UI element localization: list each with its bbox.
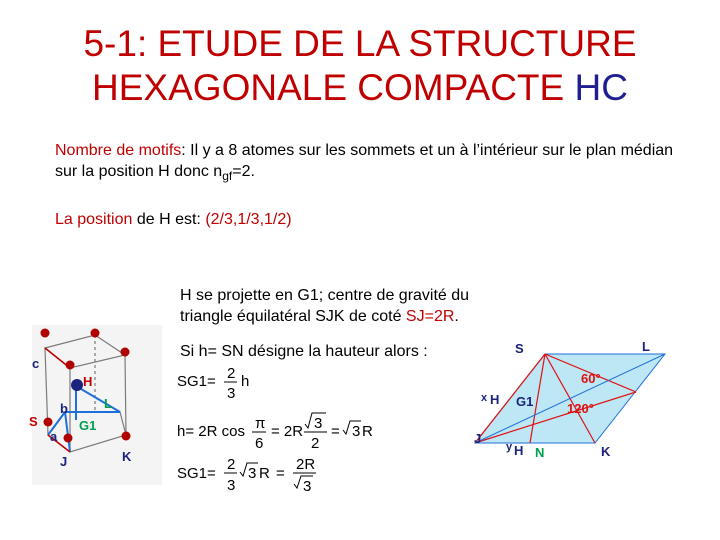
f3-num2: 2R [296,456,316,473]
rhombus-label-h2: H [514,443,524,458]
f3-eq: = [276,465,285,482]
cell-background [32,325,162,485]
cell-label-s: S [29,414,38,429]
rhombus-angle-60: 60° [581,371,601,386]
rhombus-label-j: J [474,431,482,446]
f3-r: R [259,465,270,482]
rhombus-label-n: N [535,445,545,460]
f2-eq2: = [331,423,340,440]
height-sentence: Si h= SN désigne la hauteur alors : [180,343,428,360]
cell-label-g1: G1 [79,418,97,433]
f2-result-sqrt3: 3 [352,423,361,440]
atom-top-1 [41,329,50,338]
rhombus-label-x: x [481,392,488,404]
f2-pi: π [255,415,266,432]
rhombus-label-h: H [490,392,500,407]
cell-label-a: a [50,429,58,444]
title-accent-hc: HC [574,67,628,108]
motifs-label: Nombre de motifs [55,142,182,159]
f2-lhs: h= 2R cos [177,423,245,440]
cell-label-c: c [32,356,40,371]
cell-label-j: J [60,454,68,469]
projection-line-2-text: triangle équilatéral SJK de coté [180,308,406,325]
motifs-tail: =2. [232,163,255,180]
atom-bottom-2 [64,434,73,443]
cell-label-b: b [60,401,68,416]
title-line-1: 5-1: ETUDE DE LA STRUCTURE [83,23,637,64]
projection-line-1: H se projette en G1; centre de gravité du [180,287,470,304]
rhombus-label-g1: G1 [516,394,534,409]
f2-six: 6 [255,435,264,452]
atom-top-2 [91,329,100,338]
atom-bottom-3 [122,432,131,441]
f1-var: h [241,373,250,390]
rhombus-label-l: L [642,339,650,354]
atom-top-4 [66,361,75,370]
f3-sqrt3: 3 [248,465,257,482]
f2-result-r: R [362,423,373,440]
f2-two: 2 [311,435,320,452]
f2-eq1: = 2R [271,423,304,440]
rhombus-diagram [474,339,665,460]
f1-den: 3 [227,385,236,402]
cell-label-k: K [122,449,132,464]
f1-num: 2 [227,365,236,382]
projection-line-2-end: . [454,308,459,325]
rhombus-label-y: y [506,441,513,453]
f1-lhs: SG1= [177,373,216,390]
position-coords: (2/3,1/3,1/2) [205,211,292,228]
rhombus-angle-120: 120° [567,401,594,416]
cell-label-h: H [83,374,93,389]
f3-den: 3 [227,477,236,494]
f3-lhs: SG1= [177,465,216,482]
f3-num: 2 [227,456,236,473]
atom-h [71,379,83,391]
cell-label-l: L [104,396,112,411]
motifs-text: : Il y a 8 atomes sur les sommets et un à l’intérieur sur le plan médian sur la position H donc n [55,142,674,180]
rhombus-label-s: S [515,341,524,356]
f3-den-sqrt3: 3 [303,478,312,495]
position-label: La position [55,211,133,228]
formula-block [177,365,373,495]
position-text: de H est: [132,211,206,228]
atom-bottom-1 [44,418,53,427]
motifs-subscript: gf [222,169,233,184]
title-line-2-main: HEXAGONALE COMPACTE [92,67,575,108]
projection-sj: SJ=2R [405,308,455,325]
rhombus-label-k: K [601,444,611,459]
atom-top-3 [121,348,130,357]
hexagonal-cell-diagram [29,325,162,485]
f2-sqrt3: 3 [314,415,323,432]
